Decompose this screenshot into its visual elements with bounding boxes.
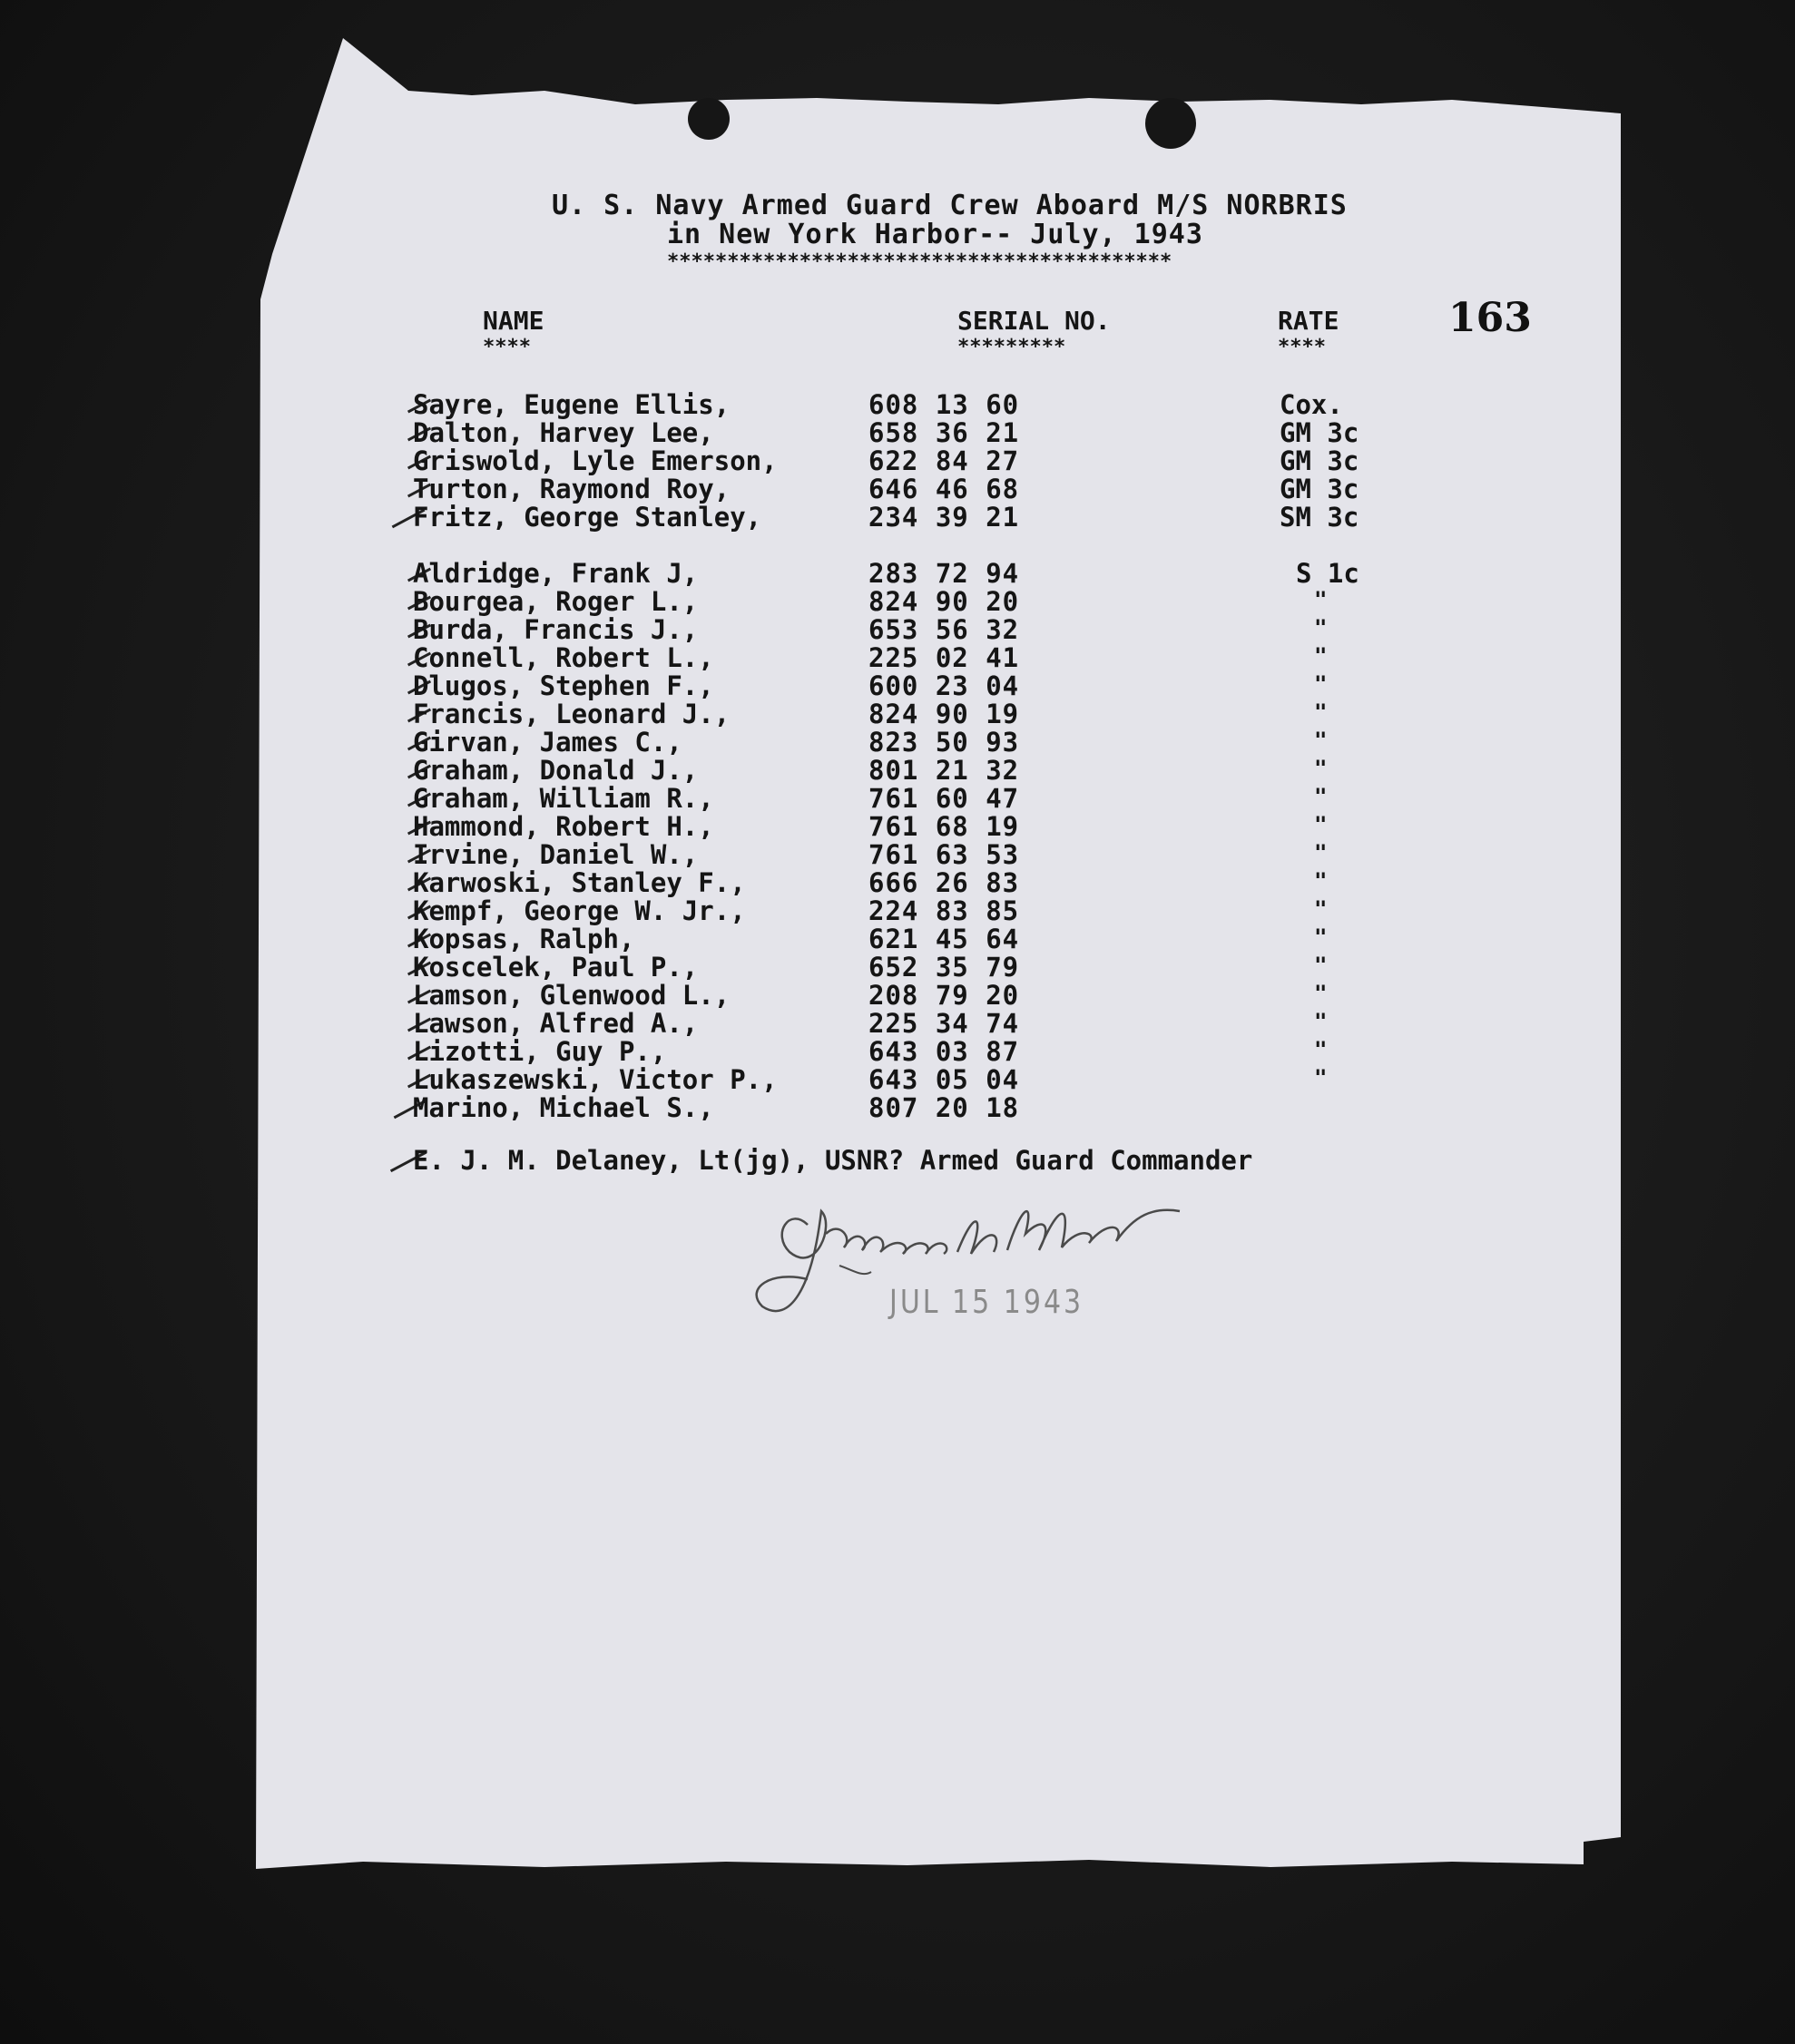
crew-serial: 801 21 32 <box>868 755 1020 786</box>
crew-serial: 666 26 83 <box>868 867 1020 898</box>
list-item <box>0 642 1795 673</box>
list-item <box>0 389 1795 420</box>
crew-name: Girvan, James C., <box>413 727 682 758</box>
crew-serial: 225 34 74 <box>868 1008 1020 1039</box>
crew-name: Koscelek, Paul P., <box>413 952 699 983</box>
crew-rate: GM 3c <box>1280 474 1359 504</box>
crew-name: Burda, Francis J., <box>413 614 699 645</box>
column-rule-name: **** <box>483 336 531 358</box>
list-item <box>0 811 1795 842</box>
ditto-mark: " <box>1314 1009 1328 1034</box>
list-item <box>0 895 1795 926</box>
crew-name: Aldridge, Frank J, <box>413 558 699 589</box>
crew-name: Griswold, Lyle Emerson, <box>413 445 778 476</box>
crew-name: Lamson, Glenwood L., <box>413 980 731 1011</box>
list-item <box>0 839 1795 870</box>
crew-name: Karwoski, Stanley F., <box>413 867 746 898</box>
crew-serial: 761 60 47 <box>868 783 1020 814</box>
crew-name: Marino, Michael S., <box>413 1092 714 1123</box>
crew-serial: 622 84 27 <box>868 445 1020 476</box>
crew-name: Turton, Raymond Roy, <box>413 474 731 504</box>
document-title-line1: U. S. Navy Armed Guard Crew Aboard M/S NORBRIS <box>552 190 1348 221</box>
crew-name: Lukaszewski, Victor P., <box>413 1064 778 1095</box>
ditto-mark: " <box>1314 896 1328 922</box>
crew-serial: 208 79 20 <box>868 980 1020 1011</box>
column-rule-rate: **** <box>1278 336 1326 358</box>
ditto-mark: " <box>1314 699 1328 725</box>
ditto-mark: " <box>1314 756 1328 781</box>
crew-name: Connell, Robert L., <box>413 642 714 673</box>
list-item <box>0 729 1795 757</box>
crew-rate: SM 3c <box>1280 502 1359 533</box>
crew-name: Bourgea, Roger L., <box>413 586 699 617</box>
crew-serial: 225 02 41 <box>868 642 1020 673</box>
ditto-mark: " <box>1314 924 1328 950</box>
page-number: 163 <box>1448 295 1532 341</box>
date-stamp: JUL 15 1943 <box>889 1283 1084 1322</box>
list-item <box>0 670 1795 701</box>
crew-name: Francis, Leonard J., <box>413 699 731 729</box>
list-item <box>0 954 1795 982</box>
list-item <box>0 1008 1795 1039</box>
document-title-line2: in New York Harbor-- July, 1943 <box>667 219 1203 250</box>
crew-name: Fritz, George Stanley, <box>413 502 762 533</box>
ditto-mark: " <box>1314 1065 1328 1090</box>
crew-name: Sayre, Eugene Ellis, <box>413 389 731 420</box>
list-item <box>0 476 1795 504</box>
ditto-mark: " <box>1314 1037 1328 1062</box>
crew-serial: 658 36 21 <box>868 417 1020 448</box>
list-item <box>0 445 1795 476</box>
crew-name: Graham, William R., <box>413 783 714 814</box>
title-underline-rule: ****************************************** <box>667 250 1172 273</box>
list-item <box>0 1092 1795 1123</box>
list-item <box>0 755 1795 786</box>
crew-name: Kempf, George W. Jr., <box>413 895 746 926</box>
crew-name: Kopsas, Ralph, <box>413 924 635 954</box>
crew-rate: GM 3c <box>1280 445 1359 476</box>
ditto-mark: " <box>1314 615 1328 641</box>
list-item <box>0 558 1795 589</box>
ditto-mark: " <box>1314 868 1328 894</box>
crew-rate: S 1c <box>1296 558 1359 589</box>
crew-serial: 234 39 21 <box>868 502 1020 533</box>
crew-serial: 824 90 20 <box>868 586 1020 617</box>
crew-serial: 653 56 32 <box>868 614 1020 645</box>
list-item <box>0 783 1795 814</box>
crew-name: Dalton, Harvey Lee, <box>413 417 714 448</box>
ditto-mark: " <box>1314 812 1328 837</box>
commander-text: E. J. M. Delaney, Lt(jg), USNR? Armed Guard Commander <box>413 1145 1253 1176</box>
crew-name: Irvine, Daniel W., <box>413 839 699 870</box>
ditto-mark: " <box>1314 671 1328 697</box>
ditto-mark: " <box>1314 953 1328 978</box>
crew-rate: GM 3c <box>1280 417 1359 448</box>
crew-name: Lawson, Alfred A., <box>413 1008 699 1039</box>
crew-serial: 283 72 94 <box>868 558 1020 589</box>
crew-serial: 643 05 04 <box>868 1064 1020 1095</box>
list-item <box>0 614 1795 645</box>
list-item <box>0 926 1795 954</box>
column-header-serial: SERIAL NO. <box>957 306 1111 336</box>
list-item <box>0 586 1795 617</box>
list-item <box>0 701 1795 729</box>
crew-serial: 824 90 19 <box>868 699 1020 729</box>
ditto-mark: " <box>1314 840 1328 866</box>
list-item <box>0 504 1795 532</box>
ditto-mark: " <box>1314 587 1328 612</box>
crew-serial: 761 68 19 <box>868 811 1020 842</box>
ditto-mark: " <box>1314 643 1328 669</box>
crew-serial: 224 83 85 <box>868 895 1020 926</box>
column-header-name: NAME <box>483 306 544 336</box>
column-header-rate: RATE <box>1278 306 1339 336</box>
ditto-mark: " <box>1314 784 1328 809</box>
ditto-mark: " <box>1314 981 1328 1006</box>
crew-serial: 600 23 04 <box>868 670 1020 701</box>
crew-serial: 761 63 53 <box>868 839 1020 870</box>
ditto-mark: " <box>1314 728 1328 753</box>
crew-serial: 608 13 60 <box>868 389 1020 420</box>
list-item <box>0 1064 1795 1095</box>
crew-serial: 646 46 68 <box>868 474 1020 504</box>
crew-name: Lizotti, Guy P., <box>413 1036 667 1067</box>
crew-serial: 643 03 87 <box>868 1036 1020 1067</box>
crew-serial: 807 20 18 <box>868 1092 1020 1123</box>
list-item <box>0 417 1795 448</box>
crew-name: Dlugos, Stephen F., <box>413 670 714 701</box>
crew-serial: 652 35 79 <box>868 952 1020 983</box>
crew-serial: 823 50 93 <box>868 727 1020 758</box>
list-item <box>0 980 1795 1011</box>
crew-name: Hammond, Robert H., <box>413 811 714 842</box>
crew-rate: Cox. <box>1280 389 1343 420</box>
crew-serial: 621 45 64 <box>868 924 1020 954</box>
list-item <box>0 867 1795 898</box>
list-item <box>0 1036 1795 1067</box>
column-rule-serial: ********* <box>957 336 1066 358</box>
crew-name: Graham, Donald J., <box>413 755 699 786</box>
